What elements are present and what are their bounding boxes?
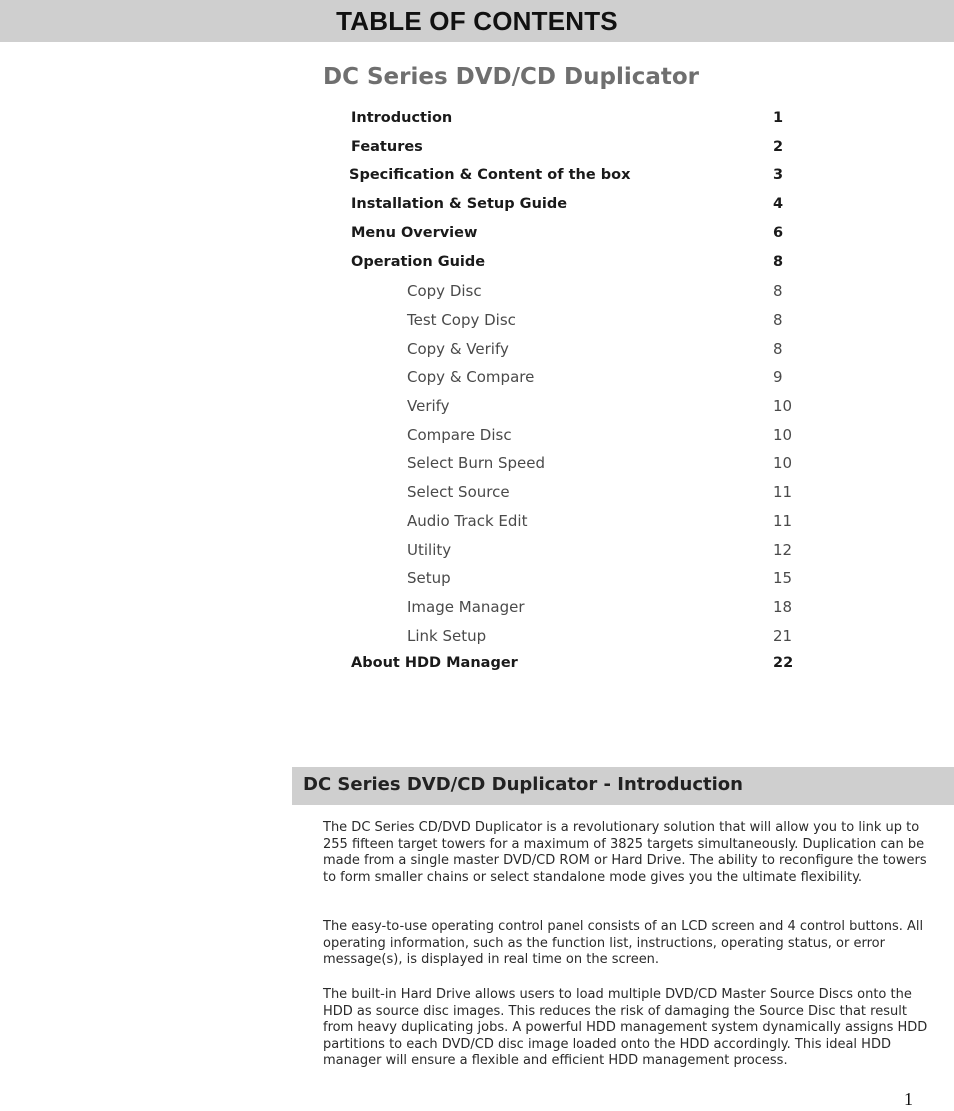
toc-entry-label: Image Manager <box>407 598 525 616</box>
toc-entry-page: 1 <box>773 110 784 126</box>
toc-entry-page: 21 <box>773 627 793 645</box>
toc-entry-label: Features <box>351 139 423 155</box>
document-title: DC Series DVD/CD Duplicator <box>323 64 700 90</box>
toc-entry-label: Select Burn Speed <box>407 454 546 472</box>
toc-entry <box>0 110 954 132</box>
toc-entry <box>0 426 954 448</box>
toc-entry <box>0 655 954 677</box>
section-heading-bar <box>292 767 954 805</box>
intro-paragraph-1: The DC Series CD/DVD Duplicator is a revolutionary solution that will allow you to link up to 255 fifteen target towers for a maximum of 3825 targets simultaneously. Duplication can be made from a single master DVD/CD ROM or Hard Drive. The ability to reconfigure the towers to form smaller chains or select standalone mode gives you the ultimate flexibility. <box>323 820 927 885</box>
toc-entry-page: 18 <box>773 598 793 616</box>
toc-entry-page: 10 <box>773 426 793 444</box>
toc-entry <box>0 225 954 247</box>
toc-entry-page: 8 <box>773 254 784 270</box>
toc-entry-page: 11 <box>773 483 793 501</box>
toc-entry-page: 2 <box>773 139 784 155</box>
toc-entry <box>0 282 954 304</box>
toc-entry-page: 12 <box>773 541 793 559</box>
toc-entry-label: Introduction <box>351 110 453 126</box>
toc-entry-label: Test Copy Disc <box>407 311 516 329</box>
toc-entry-page: 15 <box>773 569 793 587</box>
toc-entry <box>0 196 954 218</box>
page-title: TABLE OF CONTENTS <box>336 6 618 36</box>
toc-entry <box>0 541 954 563</box>
toc-entry <box>0 311 954 333</box>
toc-entry-label: Specification & Content of the box <box>349 167 631 183</box>
toc-entry <box>0 397 954 419</box>
toc-entry <box>0 340 954 362</box>
intro-paragraph-2: The easy-to-use operating control panel consists of an LCD screen and 4 control buttons. All operating information, such as the function list, instructions, operating status, or error message(s), is displayed in real time on the screen. <box>323 919 924 967</box>
toc-entry <box>0 254 954 276</box>
toc-entry-label: Copy & Verify <box>407 340 509 358</box>
section-heading: DC Series DVD/CD Duplicator - Introduction <box>303 774 743 795</box>
toc-entry <box>0 569 954 591</box>
toc-entry-page: 4 <box>773 196 784 212</box>
toc-entry-label: Verify <box>407 397 450 415</box>
toc-entry-page: 11 <box>773 512 793 530</box>
toc-entry-label: About HDD Manager <box>351 655 518 671</box>
toc-entry-label: Menu Overview <box>351 225 478 241</box>
toc-entry-label: Link Setup <box>407 627 487 645</box>
toc-entry <box>0 483 954 505</box>
toc-entry <box>0 139 954 161</box>
toc-entry-label: Copy Disc <box>407 282 482 300</box>
toc-entry <box>0 167 954 189</box>
toc-entry <box>0 627 954 649</box>
toc-entry-page: 9 <box>773 368 783 386</box>
toc-entry <box>0 598 954 620</box>
toc-entry-label: Audio Track Edit <box>407 512 528 530</box>
toc-header-banner <box>0 0 954 42</box>
toc-entry-page: 10 <box>773 397 793 415</box>
toc-entry-page: 8 <box>773 340 783 358</box>
page-number: 1 <box>904 1089 913 1109</box>
toc-entry <box>0 368 954 390</box>
toc-entry-label: Installation & Setup Guide <box>351 196 568 212</box>
toc-entry-page: 8 <box>773 311 783 329</box>
toc-entry-label: Utility <box>407 541 452 559</box>
toc-entry-label: Select Source <box>407 483 510 501</box>
toc-entry-page: 6 <box>773 225 784 241</box>
toc-entry <box>0 512 954 534</box>
toc-entry-page: 22 <box>773 655 794 671</box>
toc-entry-label: Setup <box>407 569 451 587</box>
toc-entry-label: Compare Disc <box>407 426 512 444</box>
toc-entry-label: Operation Guide <box>351 254 486 270</box>
toc-entry-page: 3 <box>773 167 784 183</box>
toc-entry <box>0 454 954 476</box>
toc-entry-label: Copy & Compare <box>407 368 535 386</box>
toc-entry-page: 10 <box>773 454 793 472</box>
toc-entry-page: 8 <box>773 282 783 300</box>
intro-paragraph-3: The built-in Hard Drive allows users to load multiple DVD/CD Master Source Discs onto the HDD as source disc images. This reduces the risk of damaging the Source Disc that result from heavy duplicating jobs. A powerful HDD management system dynamically assigns HDD partitions to each DVD/CD disc image loaded onto the HDD accordingly. This ideal HDD manager will ensure a flexible and efficient HDD management process. <box>323 987 928 1068</box>
